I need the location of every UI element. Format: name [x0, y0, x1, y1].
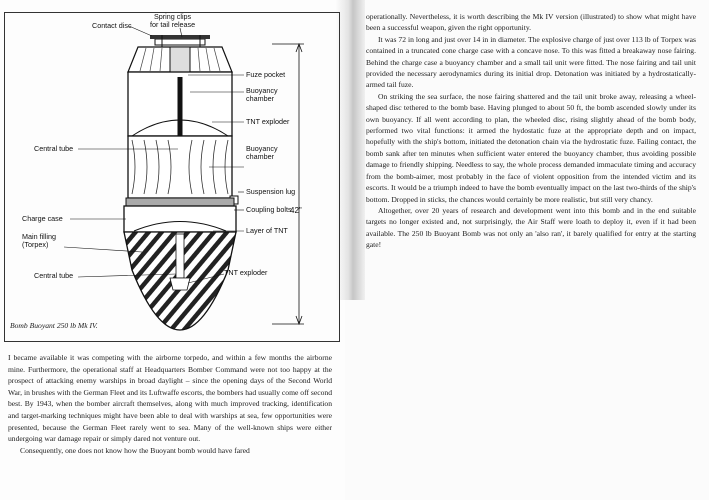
coupling-band: [126, 198, 234, 206]
label-spring-clips: Spring clips for tail release: [150, 12, 196, 29]
label-central-tube-bottom: Central tube: [34, 271, 74, 280]
label-coupling-bolts: Coupling bolts: [246, 205, 292, 214]
label-fuze-pocket: Fuze pocket: [246, 70, 286, 79]
bomb-diagram: [4, 12, 338, 340]
label-suspension-lug: Suspension lug: [246, 187, 296, 196]
label-tnt-exploder-bottom: TNT exploder: [224, 268, 268, 277]
right-paragraph: operationally. Nevertheless, it is worth describing the Mk IV version (illustrated) to show what might have been a successful weapon, given the right opportunity.: [366, 12, 696, 33]
figure-caption: Bomb Buoyant 250 lb Mk IV.: [10, 321, 98, 330]
label-charge-case: Charge case: [22, 214, 63, 223]
label-buoyancy-chamber-top: Buoyancy chamber: [246, 86, 278, 103]
central-tube-nose: [176, 234, 184, 278]
right-paragraph: On striking the sea surface, the nose fairing shattered and the tail unit broke away, releasing a wheel-shaped disc tethered to the bomb base. Having plunged to about 50 ft, the bomb ascended slowly under its own buoyancy. If all went according to plan, the wheeled disc, rising slightly ahead of the bomb body, performed two vital functions: it armed the hydostatic fuze at the appropriate depth and on impact, hopefully with the ship's bottom, initiated the detonation chain via the hydrostatic fuze. Failing contact, the bomb sank after ten minutes when sufficient water entered the buoyancy chamber, thus avoiding possible damage to friendly shipping. Needless to say, the whole process demanded immaculate timing and accuracy from the bomb-aimer, most probably in the face of violent opposition from the intended victim and its escorts. It would be a triumph indeed to have the bomb eventually impact on the last two-thirds of the ship's bottom. Dropped in sticks, the chances would certainly be more realistic, but still very chancy.: [366, 91, 696, 204]
contact-disc: [150, 35, 210, 39]
label-dimension: 42": [290, 206, 302, 215]
left-body-text: [8, 352, 332, 456]
right-body-text: [366, 11, 696, 251]
right-paragraph: It was 72 in long and just over 14 in in diameter. The explosive charge of just over 113 lb of Torpex was contained in a truncated cone charge case with a concave nose. To this was fitted a breakaway nose fairing. Behind the charge case a buoyancy chamber and a small tail unit were fitted. The nose fairing and tail unit provided the necessary aerodynamics during its initial drop. Detonation was initiated by a hydrostatically-armed tail fuze.: [366, 34, 696, 90]
tnt-exploder-lower: [170, 278, 190, 290]
label-central-tube-top: Central tube: [34, 144, 74, 153]
label-main-filling: Main filling (Torpex): [22, 232, 56, 249]
left-paragraph: Consequently, one does not know how the Buoyant bomb would have fared: [20, 445, 250, 455]
label-tnt-exploder-top: TNT exploder: [246, 117, 290, 126]
label-buoyancy-chamber-mid: Buoyancy chamber: [246, 144, 278, 161]
label-layer-of-tnt: Layer of TNT: [246, 226, 288, 235]
left-paragraph: I became available it was competing with the airborne torpedo, and within a few months the airborne mine. Furthermore, the operational staff at Headquarters Bomber Command were not too happy at the prospect of attacking enemy warships in broad daylight – since the opening days of the Second World War, in brushes with the German Fleet and its Luftwaffe escorts, the bombers had usually come off second best. By 1943, when the bomber aircraft themselves, along with much improved tracking, identification and target-marking techniques might have been able to deal with warships at sea, few opportunities were presented, because the German Fleet rarely went to sea. Many of the well-known ships were either undergoing war damage repair or simply dared not venture out.: [8, 353, 332, 444]
label-contact-disc: Contact disc: [92, 21, 132, 30]
right-paragraph: Altogether, over 20 years of research and development went into this bomb and in the end suitable targets no longer existed and, not surprisingly, the Air Staff were loath to deploy it, even if it had been available. The 250 lb Buoyant Bomb was not only an 'also ran', it barely qualified for entry at the starting gate!: [366, 205, 696, 250]
